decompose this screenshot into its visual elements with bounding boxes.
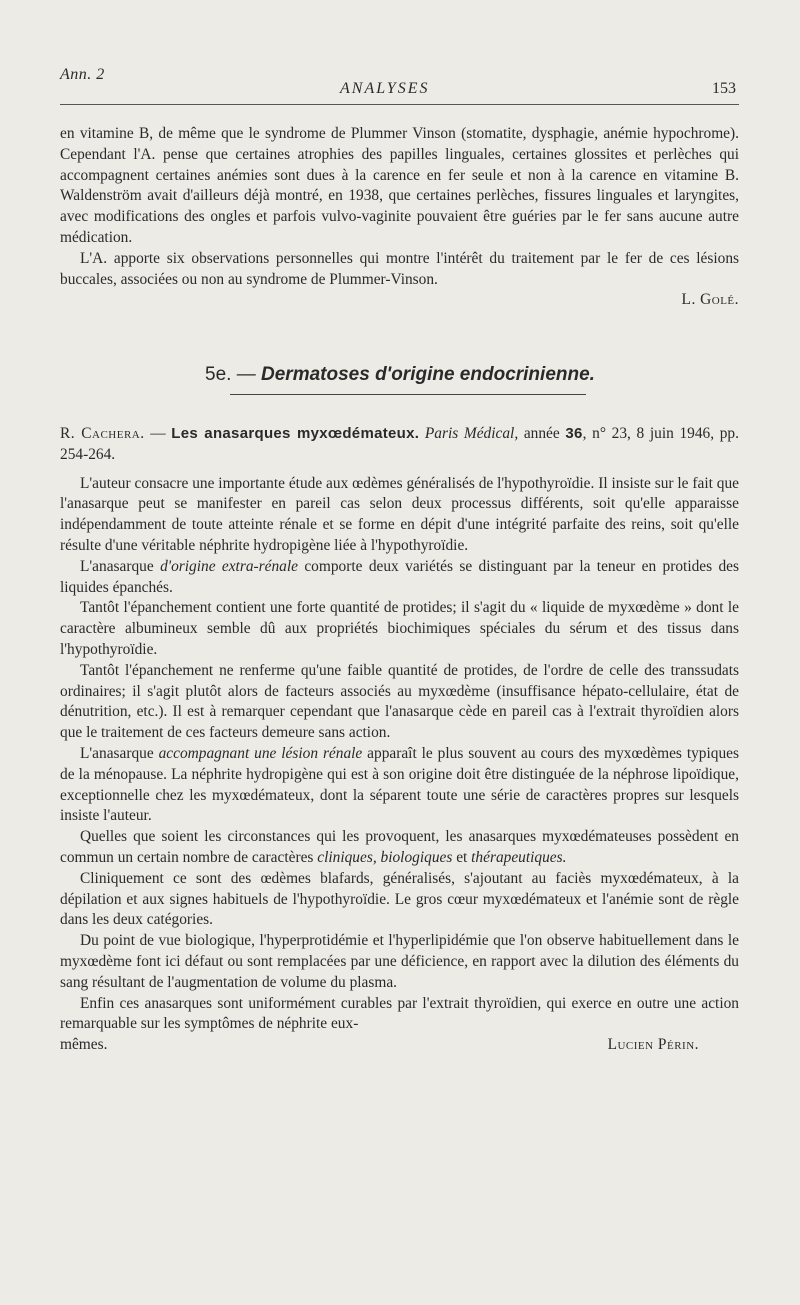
paragraph: Tantôt l'épanchement contient une forte quantité de protides; il s'agit du « liquide de myxœdème » dont le caractère albumineux semble dû aux propriétés biochimiques spéciales du sérum et des tissus dans l'hypothyroïdie. xyxy=(60,599,739,658)
paragraph: Tantôt l'épanchement ne renferme qu'une faible quantité de protides, de l'ordre de celle des transsudats ordinaires; il s'agit plutôt alors de facteurs associés au myxœdème (insuffisance hépato-cellulaire, état de dénutrition, etc.). Il est à remarquer cependant que l'anasarque cède en pareil cas à l'extrait thyroïdien alors que le traitement de ces facteurs demeure sans action. xyxy=(60,661,739,742)
reviewer-signature: Lucien Périn. xyxy=(607,1036,699,1054)
paragraph: Du point de vue biologique, l'hyperprotidémie et l'hyperlipidémie que l'on observe habituellement dans le myxœdème font ici défaut ou sont remplacées par une déficience, en rapport avec la dilution des éléments du sang résultant de l'augmentation de volume du plasma. xyxy=(60,932,739,991)
reviewer-signature: L. Golé. xyxy=(681,291,739,309)
paragraph-end: mêmes. xyxy=(60,1036,108,1054)
volume: 36 xyxy=(565,425,583,442)
paragraph: Quelles que soient les circonstances qui les provoquent, les anasarques myxœdémateuses possèdent en commun un certain nombre de caractères cliniques, biologiques et thérapeutiques. xyxy=(60,828,739,866)
running-title: ANALYSES xyxy=(340,80,430,97)
journal-name: Paris Médical, xyxy=(424,425,519,442)
previous-review xyxy=(60,124,739,311)
page-number: 153 xyxy=(712,80,736,97)
paragraph: en vitamine B, de même que le syndrome de Plummer Vinson (stomatite, dysphagie, anémie hypochrome). Cependant l'A. pense que certaines atrophies des papilles linguales, certaines glossites et perlèches qui accompagnent certaines anémies sont dues à la carence en fer seule et non à la carence en vitamine B. Waldenström avait d'ailleurs déjà montré, en 1938, que certaines perlèches, fissures linguales et laryngites, avec modifications des ongles et parfois vulvo-vaginite pouvaient être guéries par le fer sans aucune autre médication. xyxy=(60,125,739,246)
paragraph: L'anasarque d'origine extra-rénale comporte deux variétés se distinguant par la teneur en protides des liquides épanchés. xyxy=(60,557,739,596)
section-heading xyxy=(0,364,800,386)
paragraph: Enfin ces anasarques sont uniformément curables par l'extrait thyroïdien, qui exerce en outre une action remarquable sur les symptômes de néphrite eux- xyxy=(60,994,739,1033)
article-review xyxy=(60,424,739,1056)
section-number: 5e. — xyxy=(205,364,262,385)
reference-details: , n° 23, 8 juin 1946, pp. 254-264. xyxy=(60,425,739,463)
article-title: Les anasarques myxœdémateux. xyxy=(171,425,420,442)
paragraph: L'auteur consacre une importante étude aux œdèmes généralisés de l'hypothyroïdie. Il insiste sur le fait que l'anasarque peut se manifester en pareil cas selon deux processus différents, soit qu'elle apparaisse indépendamment de toute atteinte rénale et se forme en dépit d'une intégrité parfaite des reins, soit qu'elle résulte d'une véritable néphrite hydropigène liée à l'hypothyroïdie. xyxy=(60,474,739,554)
section-underline xyxy=(230,394,586,395)
article-reference: R. Cachera. — Les anasarques myxœdémateux. Paris Médical, année 36, n° 23, 8 juin 1946, pp. 254-264. xyxy=(60,425,739,463)
section-title: Dermatoses d'origine endocrinienne. xyxy=(261,364,595,385)
paragraph: L'anasarque accompagnant une lésion rénale apparaît le plus souvent au cours des myxœdèmes typiques de la ménopause. La néphrite hydropigène qui est à son origine doit être distinguée de la néphrose lipoïdique, exceptionnelle chez les myxœdémateux, dont la séparent toute une série de caractères propres sur lesquels insiste l'auteur. xyxy=(60,744,739,825)
final-line xyxy=(60,1035,739,1056)
header-rule xyxy=(60,104,739,105)
paragraph: L'A. apporte six observations personnelles qui montre l'intérêt du traitement par le fer de ces lésions buccales, associées ou non au syndrome de Plummer-Vinson. xyxy=(60,249,739,288)
page-annotation: Ann. 2 xyxy=(60,66,105,83)
paragraph: Cliniquement ce sont des œdèmes blafards, généralisés, s'ajoutant au faciès myxœdémateux, à la dépilation et aux signes habituels de l'hypothyroïdie. Le gros cœur myxœdémateux et l'anémie sont de règle dans les deux catégories. xyxy=(60,869,739,929)
article-author: R. Cachera. xyxy=(60,425,145,442)
